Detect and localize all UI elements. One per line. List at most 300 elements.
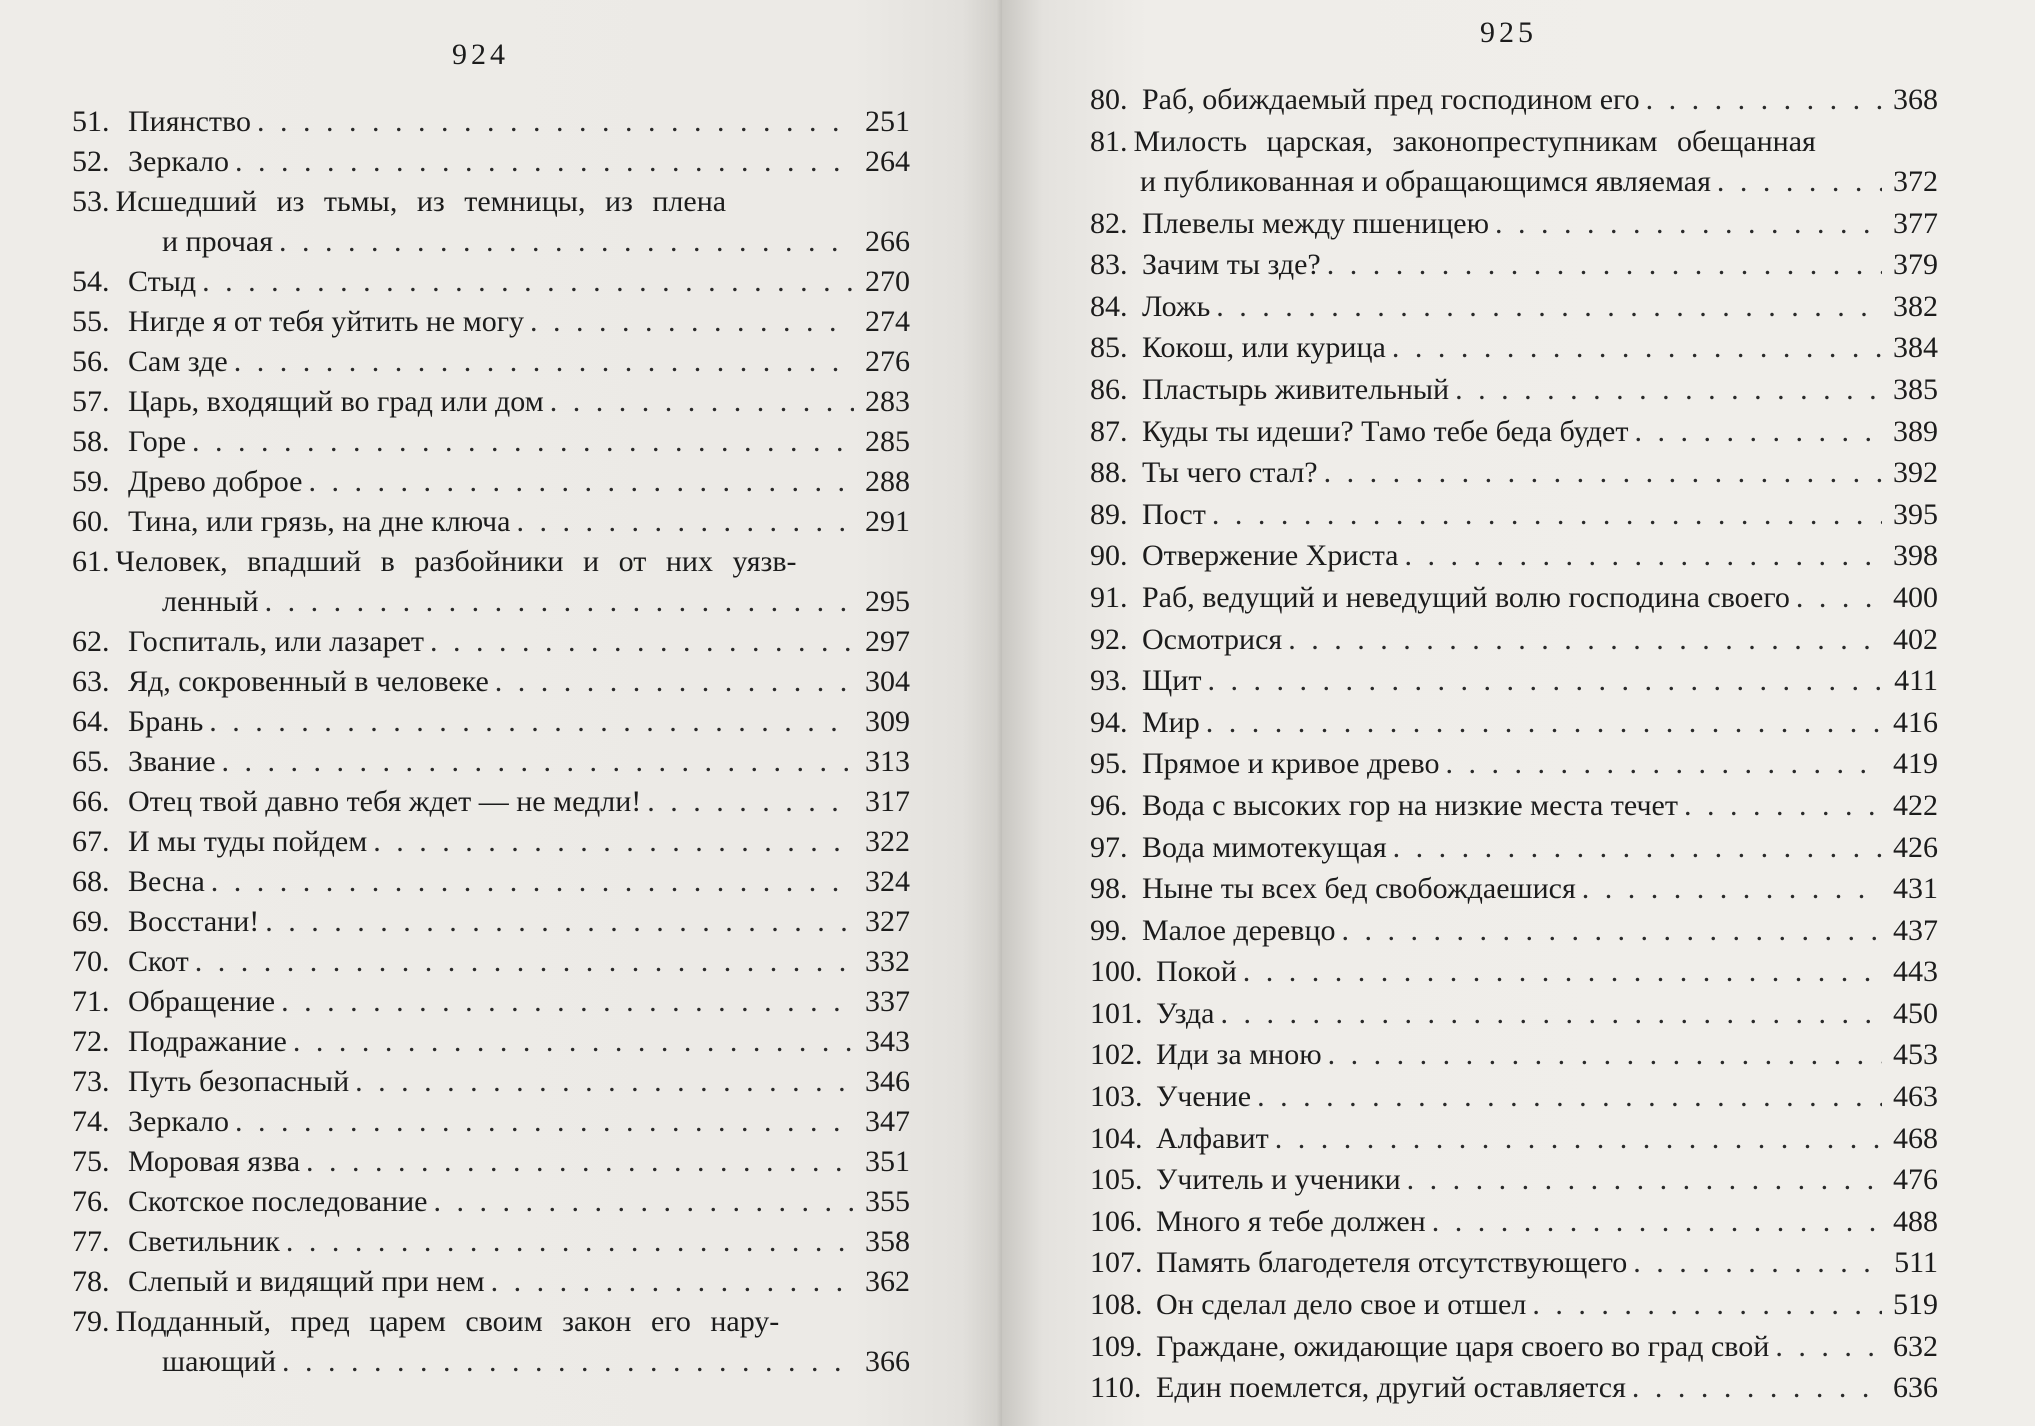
toc-entry <box>72 1022 910 1062</box>
entry-row <box>1090 204 1938 244</box>
entry-title: Много я тебе должен <box>1156 1204 1426 1238</box>
dot-leader <box>647 782 854 822</box>
toc-entry <box>72 702 910 742</box>
entry-title: Куды ты идеши? Тамо тебе беда будет <box>1142 414 1629 448</box>
entry-number: 82. <box>1090 206 1128 240</box>
entry-row <box>72 782 910 822</box>
entry-title: Малое деревцо <box>1142 913 1336 947</box>
dot-leader <box>1632 1368 1882 1408</box>
entry-row <box>1090 453 1938 493</box>
entry-row <box>72 1102 910 1142</box>
toc-entry <box>72 262 910 302</box>
entry-page-number: 636 <box>1893 1371 1938 1405</box>
entry-row <box>72 702 910 742</box>
toc-entry <box>72 902 910 942</box>
entry-page-number: 276 <box>865 345 910 378</box>
dot-leader <box>282 1342 854 1382</box>
entry-title: Царь, входящий во град или дом <box>128 385 544 418</box>
entry-title: Покой <box>1156 955 1237 989</box>
entry-page-number: 313 <box>865 745 910 778</box>
entry-row <box>72 302 910 342</box>
dot-leader <box>1221 994 1883 1034</box>
entry-page-number: 398 <box>1893 539 1938 573</box>
dot-leader <box>306 1142 854 1182</box>
dot-leader <box>1257 1077 1882 1117</box>
entry-row <box>1090 911 1938 951</box>
entry-row <box>1090 1119 1938 1159</box>
dot-leader <box>192 422 854 462</box>
toc-entry <box>72 1102 910 1142</box>
entry-first-line <box>72 1302 910 1342</box>
entry-number: 55. <box>72 305 110 338</box>
toc-entry <box>72 142 910 182</box>
dot-leader <box>1288 620 1882 660</box>
toc-entry <box>1090 412 1938 454</box>
dot-leader <box>1796 578 1882 618</box>
toc-entry <box>1090 287 1938 329</box>
entry-row <box>1090 994 1938 1034</box>
entry-title: Учитель и ученики <box>1156 1163 1401 1197</box>
entry-page-number: 366 <box>865 1345 910 1378</box>
entry-title: Раб, обиждаемый пред господином его <box>1142 83 1640 116</box>
entry-row <box>1090 786 1938 826</box>
dot-leader <box>1432 1202 1882 1242</box>
toc-entry <box>1090 204 1938 246</box>
entry-page-number: 368 <box>1893 83 1938 116</box>
toc-entry <box>72 1062 910 1102</box>
dot-leader <box>1207 661 1882 701</box>
entry-row <box>1090 952 1938 992</box>
entry-number: 70. <box>72 945 110 978</box>
entry-title-line: Исшедший из тьмы, из темницы, из плена <box>115 185 727 218</box>
entry-page-number: 453 <box>1893 1038 1938 1072</box>
dot-leader <box>495 662 854 702</box>
entry-title: Граждане, ожидающие царя своего во град свой <box>1156 1329 1770 1363</box>
toc-entry <box>1090 1077 1938 1119</box>
toc-entry <box>1090 1368 1938 1410</box>
entry-page-number: 332 <box>865 945 910 978</box>
toc-entry <box>72 542 910 622</box>
toc-entry <box>72 1182 910 1222</box>
entry-row <box>1090 287 1938 327</box>
toc-entry <box>1090 661 1938 703</box>
entry-title-line: Человек, впадший в разбойники и от них уязв- <box>115 545 797 578</box>
entry-row <box>72 742 910 782</box>
entry-title: И мы туды пойдем <box>128 825 368 858</box>
entry-number: 63. <box>72 665 110 698</box>
entry-number: 97. <box>1090 830 1128 864</box>
entry-title: Стыд <box>128 265 197 298</box>
entry-row <box>72 662 910 702</box>
entry-page-number: 351 <box>865 1145 910 1178</box>
entry-row <box>1090 1202 1938 1242</box>
entry-page-number: 295 <box>865 585 910 618</box>
entry-number: 99. <box>1090 913 1128 947</box>
entry-row <box>1090 245 1938 285</box>
dot-leader <box>1532 1285 1882 1325</box>
entry-number: 64. <box>72 705 110 738</box>
dot-leader <box>1393 828 1882 868</box>
toc-entry <box>72 1302 910 1382</box>
toc-entry <box>72 862 910 902</box>
entry-page-number: 384 <box>1893 331 1938 365</box>
toc-entry <box>1090 952 1938 994</box>
entry-page-number: 347 <box>865 1105 910 1138</box>
entry-row <box>72 1062 910 1102</box>
entry-page-number: 632 <box>1893 1329 1938 1363</box>
entry-page-number: 317 <box>865 785 910 818</box>
entry-title: Ложь <box>1142 289 1211 323</box>
entry-title: Кокош, или курица <box>1142 331 1386 365</box>
entry-title: Путь безопасный <box>128 1065 350 1098</box>
dot-leader <box>1342 911 1882 951</box>
entry-row <box>1090 1035 1938 1075</box>
entry-number: 52. <box>72 145 110 178</box>
entry-row <box>72 1142 910 1182</box>
toc-entry <box>1090 1202 1938 1244</box>
entry-title: Звание <box>128 745 216 778</box>
entry-number: 103. <box>1090 1080 1143 1114</box>
entry-page-number: 416 <box>1893 705 1938 739</box>
dot-leader <box>1324 453 1882 493</box>
dot-leader <box>1206 703 1882 743</box>
entry-title: Учение <box>1156 1080 1252 1114</box>
entry-page-number: 274 <box>865 305 910 338</box>
entry-title: Осмотрися <box>1142 622 1283 656</box>
entry-title-line: шающий <box>162 1345 277 1378</box>
entry-number: 59. <box>72 465 110 498</box>
entry-page-number: 324 <box>865 865 910 898</box>
entry-number: 79. <box>72 1305 110 1338</box>
entry-row <box>72 102 910 142</box>
toc-entry <box>72 662 910 702</box>
entry-title-line: Милость царская, законопреступникам обещанная <box>1133 124 1816 158</box>
entry-continuation <box>72 582 910 622</box>
entry-row <box>1090 1327 1938 1367</box>
entry-row <box>72 462 910 502</box>
dot-leader <box>308 462 854 502</box>
toc-entry <box>72 462 910 502</box>
entry-page-number: 476 <box>1893 1163 1938 1197</box>
dot-leader <box>491 1262 854 1302</box>
entry-title: Ты чего стал? <box>1142 456 1318 490</box>
entry-continuation <box>72 222 910 262</box>
entry-row <box>1090 744 1938 784</box>
entry-number: 86. <box>1090 372 1128 406</box>
dot-leader <box>1407 1160 1882 1200</box>
entry-number: 85. <box>1090 331 1128 365</box>
entry-number: 93. <box>1090 664 1128 698</box>
dot-leader <box>373 822 854 862</box>
entry-page-number: 419 <box>1893 747 1938 781</box>
entry-number: 106. <box>1090 1204 1143 1238</box>
entry-row <box>1090 1160 1938 1200</box>
dot-leader <box>516 502 854 542</box>
entry-page-number: 463 <box>1893 1080 1938 1114</box>
entry-number: 80. <box>1090 83 1128 116</box>
entry-row <box>1090 703 1938 743</box>
entry-title: Весна <box>128 865 205 898</box>
toc-entry <box>1090 786 1938 828</box>
entry-number: 84. <box>1090 289 1128 323</box>
entry-page-number: 297 <box>865 625 910 658</box>
entry-page-number: 400 <box>1893 580 1938 614</box>
toc-entry <box>72 782 910 822</box>
entry-page-number: 337 <box>865 985 910 1018</box>
toc-entry <box>1090 744 1938 786</box>
entry-row <box>72 1182 910 1222</box>
entry-number: 104. <box>1090 1121 1143 1155</box>
entry-title: Горе <box>128 425 187 458</box>
entry-number: 61. <box>72 545 110 578</box>
dot-leader <box>1495 204 1882 244</box>
entry-row <box>72 902 910 942</box>
dot-leader <box>235 1102 854 1142</box>
entry-title-line: и публикованная и обращающимся являемая <box>1140 164 1711 198</box>
dot-leader <box>355 1062 854 1102</box>
dot-leader <box>1327 245 1882 285</box>
entry-number: 88. <box>1090 456 1128 490</box>
entry-first-line <box>1090 122 1938 162</box>
dot-leader <box>430 622 854 662</box>
entry-row <box>72 262 910 302</box>
toc-entry <box>1090 1119 1938 1161</box>
entry-first-line <box>72 182 910 222</box>
left-page <box>0 0 1002 1426</box>
entry-number: 76. <box>72 1185 110 1218</box>
entry-continuation <box>1090 162 1938 202</box>
entry-title: Щит <box>1142 664 1202 698</box>
entry-number: 98. <box>1090 872 1128 906</box>
entry-number: 105. <box>1090 1163 1143 1197</box>
dot-leader <box>257 102 854 142</box>
entry-row <box>1090 328 1938 368</box>
entry-page-number: 437 <box>1893 913 1938 947</box>
entry-page-number: 426 <box>1893 830 1938 864</box>
entry-title: Узда <box>1156 996 1215 1030</box>
toc-entry <box>1090 994 1938 1036</box>
entry-number: 110. <box>1090 1371 1142 1405</box>
entry-title: Зеркало <box>128 1105 230 1138</box>
entry-row <box>72 942 910 982</box>
dot-leader <box>1633 1243 1882 1283</box>
entry-number: 74. <box>72 1105 110 1138</box>
dot-leader <box>293 1022 854 1062</box>
entry-title: Вода мимотекущая <box>1142 830 1387 864</box>
entry-first-line <box>72 542 910 582</box>
toc-entry <box>1090 911 1938 953</box>
entry-title: Зеркало <box>128 145 230 178</box>
entry-row <box>1090 80 1938 120</box>
table-of-contents <box>72 102 910 1382</box>
dot-leader <box>279 222 854 262</box>
entry-title: Отец твой давно тебя ждет — не медли! <box>128 785 642 818</box>
entry-page-number: 468 <box>1893 1121 1938 1155</box>
entry-number: 101. <box>1090 996 1143 1030</box>
toc-entry <box>1090 1035 1938 1077</box>
dot-leader <box>550 382 854 422</box>
entry-title: Мир <box>1142 705 1200 739</box>
dot-leader <box>281 982 854 1022</box>
entry-title: Пост <box>1142 497 1206 531</box>
entry-number: 72. <box>72 1025 110 1058</box>
toc-entry <box>1090 370 1938 412</box>
entry-row <box>72 142 910 182</box>
entry-number: 96. <box>1090 788 1128 822</box>
entry-number: 57. <box>72 385 110 418</box>
entry-row <box>72 422 910 462</box>
entry-continuation <box>72 1342 910 1382</box>
dot-leader <box>1275 1119 1882 1159</box>
entry-row <box>1090 1243 1938 1283</box>
entry-page-number: 450 <box>1893 996 1938 1030</box>
entry-title: Восстани! <box>128 905 260 938</box>
toc-entry <box>1090 869 1938 911</box>
entry-title: Вода с высоких гор на низкие места течет <box>1142 788 1678 822</box>
entry-page-number: 443 <box>1893 955 1938 989</box>
entry-page-number: 519 <box>1893 1288 1938 1322</box>
entry-number: 65. <box>72 745 110 778</box>
entry-number: 87. <box>1090 414 1128 448</box>
entry-page-number: 431 <box>1893 872 1938 906</box>
entry-number: 62. <box>72 625 110 658</box>
dot-leader <box>1455 370 1882 410</box>
entry-title: Слепый и видящий при нем <box>128 1265 485 1298</box>
dot-leader <box>265 902 854 942</box>
entry-title: Моровая язва <box>128 1145 301 1178</box>
entry-title: Подражание <box>128 1025 287 1058</box>
entry-page-number: 358 <box>865 1225 910 1258</box>
right-page <box>1002 0 2035 1426</box>
toc-entry <box>72 422 910 462</box>
toc-entry <box>1090 1327 1938 1369</box>
entry-page-number: 382 <box>1893 289 1938 323</box>
entry-page-number: 488 <box>1893 1204 1938 1238</box>
entry-page-number: 291 <box>865 505 910 538</box>
entry-page-number: 251 <box>865 105 910 138</box>
entry-row <box>72 822 910 862</box>
entry-page-number: 422 <box>1893 788 1938 822</box>
toc-entry <box>1090 328 1938 370</box>
entry-title: Раб, ведущий и неведущий волю господина своего <box>1142 580 1790 614</box>
entry-page-number: 285 <box>865 425 910 458</box>
dot-leader <box>433 1182 854 1222</box>
dot-leader <box>1243 952 1882 992</box>
table-of-contents <box>1090 80 1938 1410</box>
entry-number: 73. <box>72 1065 110 1098</box>
entry-title: Брань <box>128 705 204 738</box>
entry-page-number: 304 <box>865 665 910 698</box>
entry-page-number: 372 <box>1893 164 1938 198</box>
entry-title-line: ленный <box>162 585 259 618</box>
entry-row <box>72 1222 910 1262</box>
entry-page-number: 362 <box>865 1265 910 1298</box>
dot-leader <box>1216 287 1882 327</box>
entry-title: Госпиталь, или лазарет <box>128 625 425 658</box>
entry-page-number: 264 <box>865 145 910 178</box>
dot-leader <box>1717 162 1882 202</box>
dot-leader <box>234 342 854 382</box>
entry-row <box>1090 495 1938 535</box>
toc-entry <box>1090 578 1938 620</box>
entry-title: Пиянство <box>128 105 251 138</box>
entry-page-number: 411 <box>1894 664 1938 698</box>
entry-title: Память благодетеля отсутствующего <box>1156 1246 1628 1280</box>
entry-title: Скот <box>128 945 189 978</box>
entry-number: 69. <box>72 905 110 938</box>
entry-number: 83. <box>1090 248 1128 282</box>
entry-page-number: 283 <box>865 385 910 418</box>
entry-title: Светильник <box>128 1225 280 1258</box>
entry-row <box>72 502 910 542</box>
entry-number: 109. <box>1090 1329 1143 1363</box>
entry-title: Пластырь живительный <box>1142 372 1450 406</box>
entry-page-number: 385 <box>1893 372 1938 406</box>
entry-title: Плевелы между пшеницею <box>1142 206 1490 240</box>
entry-title-line: Подданный, пред царем своим закон его нару- <box>115 1305 780 1338</box>
toc-entry <box>1090 495 1938 537</box>
entry-number: 60. <box>72 505 110 538</box>
dot-leader <box>286 1222 854 1262</box>
entry-page-number: 355 <box>865 1185 910 1218</box>
entry-title: Един поемлется, другий оставляется <box>1156 1371 1626 1405</box>
dot-leader <box>1646 80 1882 120</box>
toc-entry <box>72 1142 910 1182</box>
entry-title: Иди за мною <box>1156 1038 1322 1072</box>
entry-title: Отвержение Христа <box>1142 539 1399 573</box>
entry-title: Древо доброе <box>128 465 303 498</box>
dot-leader <box>235 142 854 182</box>
entry-row <box>72 862 910 902</box>
entry-page-number: 327 <box>865 905 910 938</box>
toc-entry <box>1090 703 1938 745</box>
toc-entry <box>72 1222 910 1262</box>
entry-page-number: 346 <box>865 1065 910 1098</box>
entry-row <box>1090 661 1938 701</box>
entry-page-number: 395 <box>1893 497 1938 531</box>
entry-page-number: 288 <box>865 465 910 498</box>
entry-number: 58. <box>72 425 110 458</box>
entry-title: Тина, или грязь, на дне ключа <box>128 505 511 538</box>
dot-leader <box>1404 536 1882 576</box>
entry-row <box>1090 869 1938 909</box>
dot-leader <box>211 862 854 902</box>
dot-leader <box>209 702 854 742</box>
entry-page-number: 377 <box>1893 206 1938 240</box>
entry-number: 108. <box>1090 1288 1143 1322</box>
entry-title: Нигде я от тебя уйтить не могу <box>128 305 525 338</box>
entry-page-number: 266 <box>865 225 910 258</box>
entry-page-number: 309 <box>865 705 910 738</box>
toc-entry <box>72 942 910 982</box>
dot-leader <box>265 582 854 622</box>
entry-title: Алфавит <box>1156 1121 1269 1155</box>
entry-number: 107. <box>1090 1246 1143 1280</box>
entry-title: Сам зде <box>128 345 228 378</box>
toc-entry <box>72 742 910 782</box>
toc-entry <box>1090 828 1938 870</box>
entry-page-number: 389 <box>1893 414 1938 448</box>
page-number: 924 <box>452 38 509 71</box>
entry-page-number: 392 <box>1893 456 1938 490</box>
entry-row <box>1090 1285 1938 1325</box>
toc-entry <box>72 1262 910 1302</box>
toc-entry <box>1090 536 1938 578</box>
dot-leader <box>1446 744 1883 784</box>
entry-number: 54. <box>72 265 110 298</box>
entry-title: Он сделал дело свое и отшел <box>1156 1288 1527 1322</box>
toc-entry <box>72 382 910 422</box>
